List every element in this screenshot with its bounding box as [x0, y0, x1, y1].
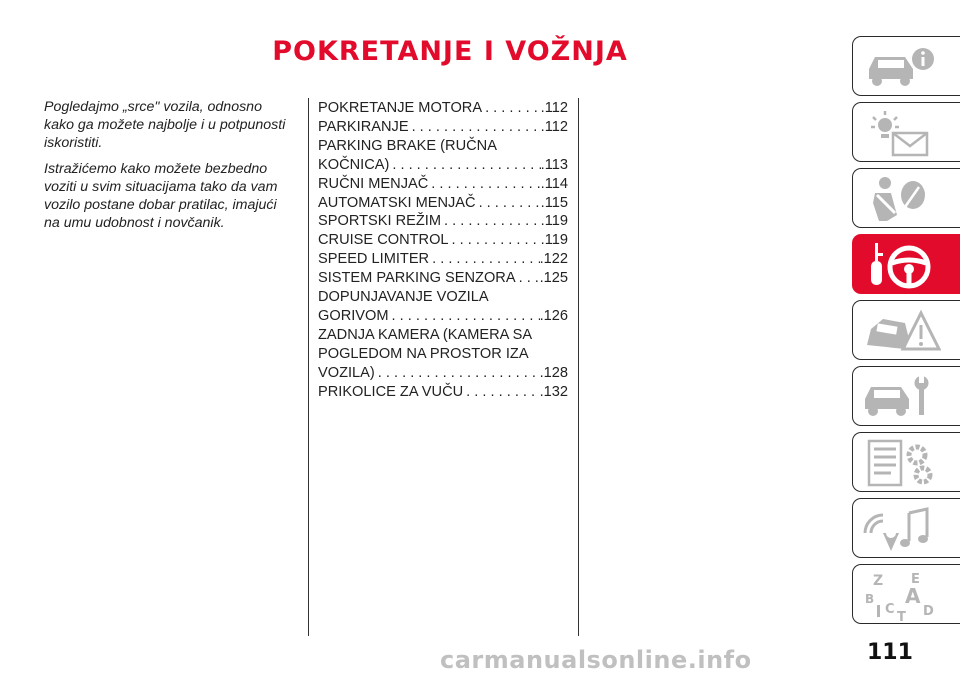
chapter-tab-emergency[interactable] — [852, 300, 960, 360]
toc-entry-page: .119 — [540, 232, 568, 249]
toc-entry[interactable] — [318, 383, 568, 402]
toc-entry[interactable] — [318, 99, 568, 118]
index-letter: D — [923, 604, 934, 619]
toc-entry-label: POKRETANJE MOTORA — [318, 100, 483, 116]
page-title: POKRETANJE I VOŽNJA — [272, 36, 628, 67]
toc-entry-label: PRIKOLICE ZA VUČU — [318, 383, 464, 400]
chapter-tab-maintenance[interactable] — [852, 366, 960, 426]
toc-leader-dots — [441, 212, 541, 231]
toc-entry[interactable] — [318, 231, 568, 250]
index-letter: Z — [873, 573, 884, 589]
toc-entry-label: SPEED LIMITER — [318, 251, 430, 268]
breakdown-warning-icon — [861, 305, 941, 357]
toc-entry-page: .126 — [539, 307, 568, 324]
toc-leader-dots — [409, 118, 541, 137]
toc-entry-label-lead: DOPUNJAVANJE VOZILA — [318, 289, 489, 306]
toc-leader-dots — [429, 250, 539, 269]
toc-entry-page: .112 — [540, 118, 568, 135]
table-of-contents — [318, 99, 568, 402]
toc-entry-label: KOČNICA) — [318, 156, 390, 173]
index-letter: T — [897, 610, 906, 621]
toc-leader-dots — [516, 269, 540, 288]
toc-leader-dots — [375, 364, 540, 383]
column-divider — [308, 98, 309, 636]
multimedia-icon — [861, 503, 941, 555]
chapter-tab-technical-data[interactable] — [852, 432, 960, 492]
intro-paragraph: Istražićemo kako možete bezbedno voziti u svim situacijama tako da vam vozilo postane dobar pratilac, imajući na umu udobnost i novčanik. — [44, 161, 278, 231]
index-letter: E — [911, 572, 920, 587]
toc-entry[interactable] — [318, 250, 568, 269]
toc-entry-page: .113 — [540, 156, 568, 173]
car-info-icon — [861, 41, 941, 93]
toc-entry[interactable] — [318, 137, 568, 175]
toc-entry-label: RUČNI MENJAČ — [318, 175, 429, 192]
index-letter: B — [865, 592, 875, 606]
intro-text — [44, 98, 294, 240]
toc-entry-page: .115 — [540, 194, 568, 211]
toc-leader-dots — [482, 99, 541, 118]
watermark: carmanualsonline.info — [440, 646, 752, 674]
toc-entry-page: .128 — [539, 364, 568, 381]
index-decor-bar — [877, 605, 880, 617]
toc-entry[interactable] — [318, 269, 568, 288]
toc-leader-dots — [463, 383, 539, 402]
toc-entry-label: SISTEM PARKING SENZORA — [318, 270, 516, 287]
toc-entry-label: AUTOMATSKI MENJAČ — [318, 194, 476, 211]
toc-entry-page: .112 — [540, 100, 568, 116]
toc-entry-label: GORIVOM — [318, 307, 389, 324]
chapter-tab-index[interactable] — [852, 564, 960, 624]
index-letter: C — [885, 602, 895, 617]
toc-entry-label: SPORTSKI REŽIM — [318, 213, 441, 230]
key-steering-wheel-icon — [861, 239, 941, 291]
toc-entry-page: .125 — [539, 270, 568, 287]
toc-entry-label: PARKIRANJE — [318, 118, 409, 135]
toc-entry-label: VOZILA) — [318, 364, 375, 381]
toc-entry-page: .132 — [539, 383, 568, 400]
chapter-tab-multimedia[interactable] — [852, 498, 960, 558]
chapter-tab-warning-lights[interactable] — [852, 102, 960, 162]
toc-leader-dots — [389, 156, 540, 175]
chapter-tab-car-info[interactable] — [852, 36, 960, 96]
toc-entry-page: .122 — [539, 251, 568, 268]
page-number: 111 — [867, 640, 913, 665]
toc-entry-page: .119 — [540, 213, 568, 230]
toc-entry-label-lead: PARKING BRAKE (RUČNA — [318, 137, 497, 154]
toc-leader-dots — [389, 307, 540, 326]
toc-entry[interactable] — [318, 118, 568, 137]
toc-entry-page: .114 — [540, 175, 568, 192]
alphabetical-index-icon — [861, 569, 941, 621]
toc-entry[interactable] — [318, 288, 568, 326]
toc-entry[interactable] — [318, 175, 568, 194]
toc-entry[interactable] — [318, 212, 568, 231]
chapter-tab-safety[interactable] — [852, 168, 960, 228]
seat-airbag-icon — [861, 173, 941, 225]
toc-entry[interactable] — [318, 194, 568, 213]
car-wrench-icon — [861, 371, 941, 423]
chapter-tab-starting-driving[interactable] — [852, 234, 960, 294]
toc-entry[interactable] — [318, 326, 568, 383]
toc-entry-label-lead: ZADNJA KAMERA (KAMERA SA POGLEDOM NA PROSTOR IZA — [318, 326, 532, 362]
toc-entry-label: CRUISE CONTROL — [318, 232, 449, 249]
index-letter: A — [905, 584, 921, 608]
warning-lights-icon — [861, 107, 941, 159]
column-divider — [578, 98, 579, 636]
toc-leader-dots — [476, 194, 541, 213]
technical-data-icon — [861, 437, 941, 489]
intro-paragraph: Pogledajmo „srce" vozila, odnosno kako ga možete najbolje i u potpunosti iskoristiti. — [44, 99, 286, 151]
toc-leader-dots — [449, 231, 541, 250]
toc-leader-dots — [428, 175, 540, 194]
